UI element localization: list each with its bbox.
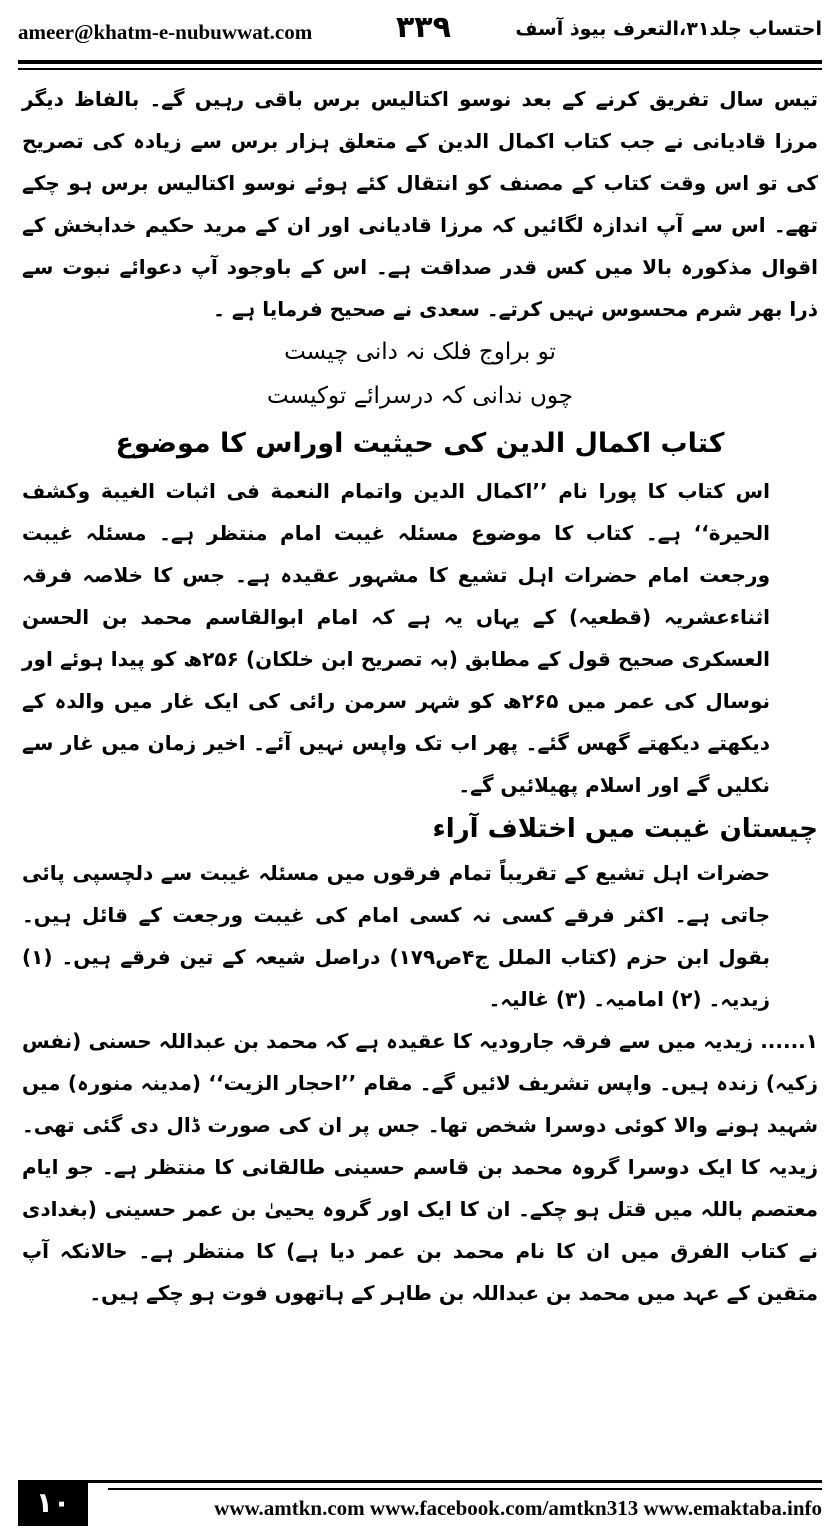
footer-page-box: ۱۰	[18, 1480, 88, 1526]
verse-line-1: تو براوج فلک نہ دانی چیست	[284, 339, 556, 365]
paragraph-3: حضرات اہل تشیع کے تقریباً تمام فرقوں میں مسئلہ غیبت سے دلچسپی پائی جاتی ہے۔ اکثر فرقے کسی نہ کسی امام کی غیبت ورجعت کے قائل ہیں۔ بقول ابن حزم (کتاب الملل ج۴ص۱۷۹) دراصل شیعہ کے تین فرقے ہیں۔ (۱) زیدیہ۔ (۲) امامیہ۔ (۳) غالیہ۔	[22, 861, 770, 1011]
section-heading-2: چیستان غیبت میں اختلاف آراء	[432, 814, 818, 844]
footer-rule-thick	[18, 1480, 822, 1483]
paragraph-1: تیس سال تفریق کرنے کے بعد نوسو اکتالیس برس باقی رہیں گے۔ بالفاظ دیگر مرزا قادیانی نے جب کتاب اکمال الدین کے متعلق ہزار برس سے زیادہ کی تصریح کی تو اس وقت کتاب کے مصنف کو انتقال کئے ہوئے نوسو اکتالیس برس ہو چکے تھے۔ اس سے آپ اندازہ لگائیں کہ مرزا قادیانی اور ان کے مرید حکیم خدابخش کے اقوال مذکورہ بالا میں کس قدر صداقت ہے۔ اس کے باوجود آپ دعوائے نبوت سے ذرا بھر شرم محسوس نہیں کرتے۔ سعدی نے صحیح فرمایا ہے ۔	[22, 87, 818, 321]
page-body	[22, 78, 818, 1314]
section-heading-1: کتاب اکمال الدین کی حیثیت اوراس کا موضوع	[115, 428, 725, 459]
header-rule-thin	[18, 68, 822, 70]
paragraph-2: اس کتاب کا پورا نام ’’اکمال الدین واتمام النعمة فی اثبات الغیبة وکشف الحیرة‘‘ ہے۔ کتاب کا موضوع مسئلہ غیبت امام منتظر ہے۔ مسئلہ غیبت ورجعت امام حضرات اہل تشیع کا مشہور عقیدہ ہے۔ جس کا خلاصہ فرقہ اثناءعشریہ (قطعیہ) کے یہاں یہ ہے کہ امام ابوالقاسم محمد بن الحسن العسکری صحیح قول کے مطابق (بہ تصریح ابن خلکان) ۲۵۶ھ کو پیدا ہوئے اور نوسال کی عمر میں ۲۶۵ھ کو شہر سرمن رائی کی ایک غار میں والدہ کے دیکھتے دیکھتے گھس گئے۔ پھر اب تک واپس نہیں آئے۔ اخیر زمان میں غار سے نکلیں گے اور اسلام پھیلائیں گے۔	[22, 479, 771, 797]
footer-links: www.amtkn.com www.facebook.com/amtkn313 www.emaktaba.info	[214, 1496, 822, 1520]
paragraph-4: ۱...... زیدیہ میں سے فرقہ جارودیہ کا عقیدہ ہے کہ محمد بن عبداللہ حسنی (نفس زکیہ) زندہ ہیں۔ واپس تشریف لائیں گے۔ مقام ’’احجار الزیت‘‘ (مدینہ منورہ) میں شہید ہونے والا کوئی دوسرا شخص تھا۔ جس پر ان کی صورت ڈال دی گئی تھی۔ زیدیہ کا ایک دوسرا گروہ محمد بن قاسم حسینی طالقانی کا منتظر ہے۔ جو ایام معتصم باللہ میں قتل ہو چکے۔ ان کا ایک اور گروہ یحییٰ بن عمر حسینی (بغدادی نے کتاب الفرق میں ان کا نام محمد بن عمر دیا ہے) کا منتظر ہے۔ حالانکہ آپ متقین کے عہد میں محمد بن عبداللہ بن طاہر کے ہاتھوں فوت ہو چکے ہیں۔	[22, 1029, 818, 1305]
header-rule-thick	[18, 60, 822, 64]
header-page-number: ۳۳۹	[396, 10, 451, 45]
verse-line-2: چوں ندانی کہ درسرائے توکیست	[267, 383, 573, 409]
page-header	[18, 10, 822, 54]
footer-rule-thin	[108, 1488, 822, 1490]
header-book-title: احتساب جلد۳۱،التعرف بیوذ آسف	[515, 18, 822, 40]
page-footer	[18, 1480, 822, 1528]
header-email: ameer@khatm-e-nubuwwat.com	[18, 20, 313, 44]
